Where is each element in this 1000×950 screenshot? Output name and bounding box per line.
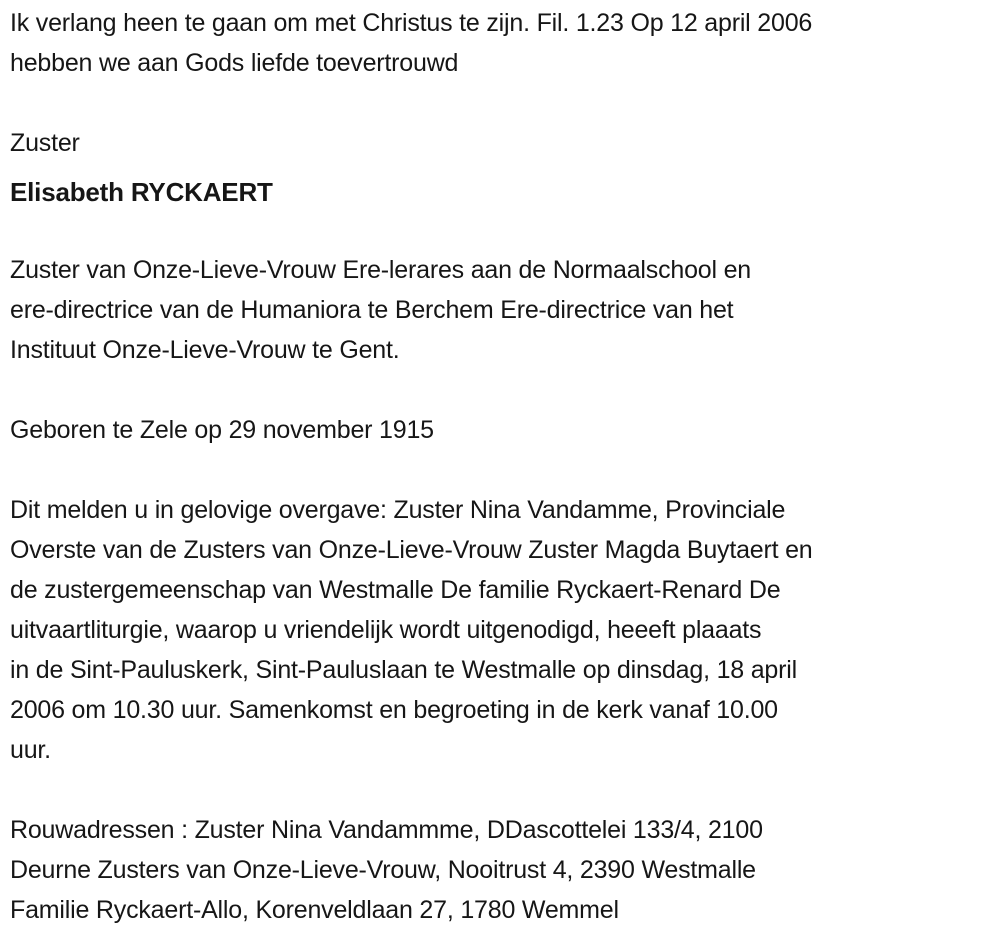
text-line: de zustergemeenschap van Westmalle De familie Ryckaert-Renard De [10,576,781,604]
text-line: uur. [10,736,51,764]
deceased-name [10,172,970,212]
text-line: Overste van de Zusters van Onze-Lieve-Vrouw Zuster Magda Buytaert en [10,536,813,564]
text-line: Familie Ryckaert-Allo, Korenveldlaan 27, 1780 Wemmel [10,896,619,924]
scripture-quote-paragraph [10,3,970,83]
birth-info [10,410,970,450]
text-line: Elisabeth RYCKAERT [10,177,273,207]
text-line: Zuster van Onze-Lieve-Vrouw Ere-lerares aan de Normaalschool en [10,256,751,284]
text-line: 2006 om 10.30 uur. Samenkomst en begroeting in de kerk vanaf 10.00 [10,696,778,724]
mourning-addresses-paragraph [10,810,970,930]
text-line: Zuster [10,129,80,157]
text-line: Ik verlang heen te gaan om met Christus te zijn. Fil. 1.23 Op 12 april 2006 [10,9,813,37]
text-line: Rouwadressen : Zuster Nina Vandammme, DDascottelei 133/4, 2100 [10,816,763,844]
text-line: Instituut Onze-Lieve-Vrouw te Gent. [10,336,400,364]
roles-paragraph [10,250,970,370]
announcement-paragraph [10,490,970,770]
text-line: ere-directrice van de Humaniora te Berchem Ere-directrice van het [10,296,734,324]
text-line: Dit melden u in gelovige overgave: Zuster Nina Vandamme, Provinciale [10,496,786,524]
text-line: in de Sint-Pauluskerk, Sint-Pauluslaan te Westmalle op dinsdag, 18 april [10,656,797,684]
deceased-title [10,123,970,163]
text-line: Geboren te Zele op 29 november 1915 [10,416,434,444]
text-line: uitvaartliturgie, waarop u vriendelijk wordt uitgenodigd, heeeft plaaats [10,616,762,644]
text-line: hebben we aan Gods liefde toevertrouwd [10,49,459,77]
text-line: Deurne Zusters van Onze-Lieve-Vrouw, Nooitrust 4, 2390 Westmalle [10,856,756,884]
